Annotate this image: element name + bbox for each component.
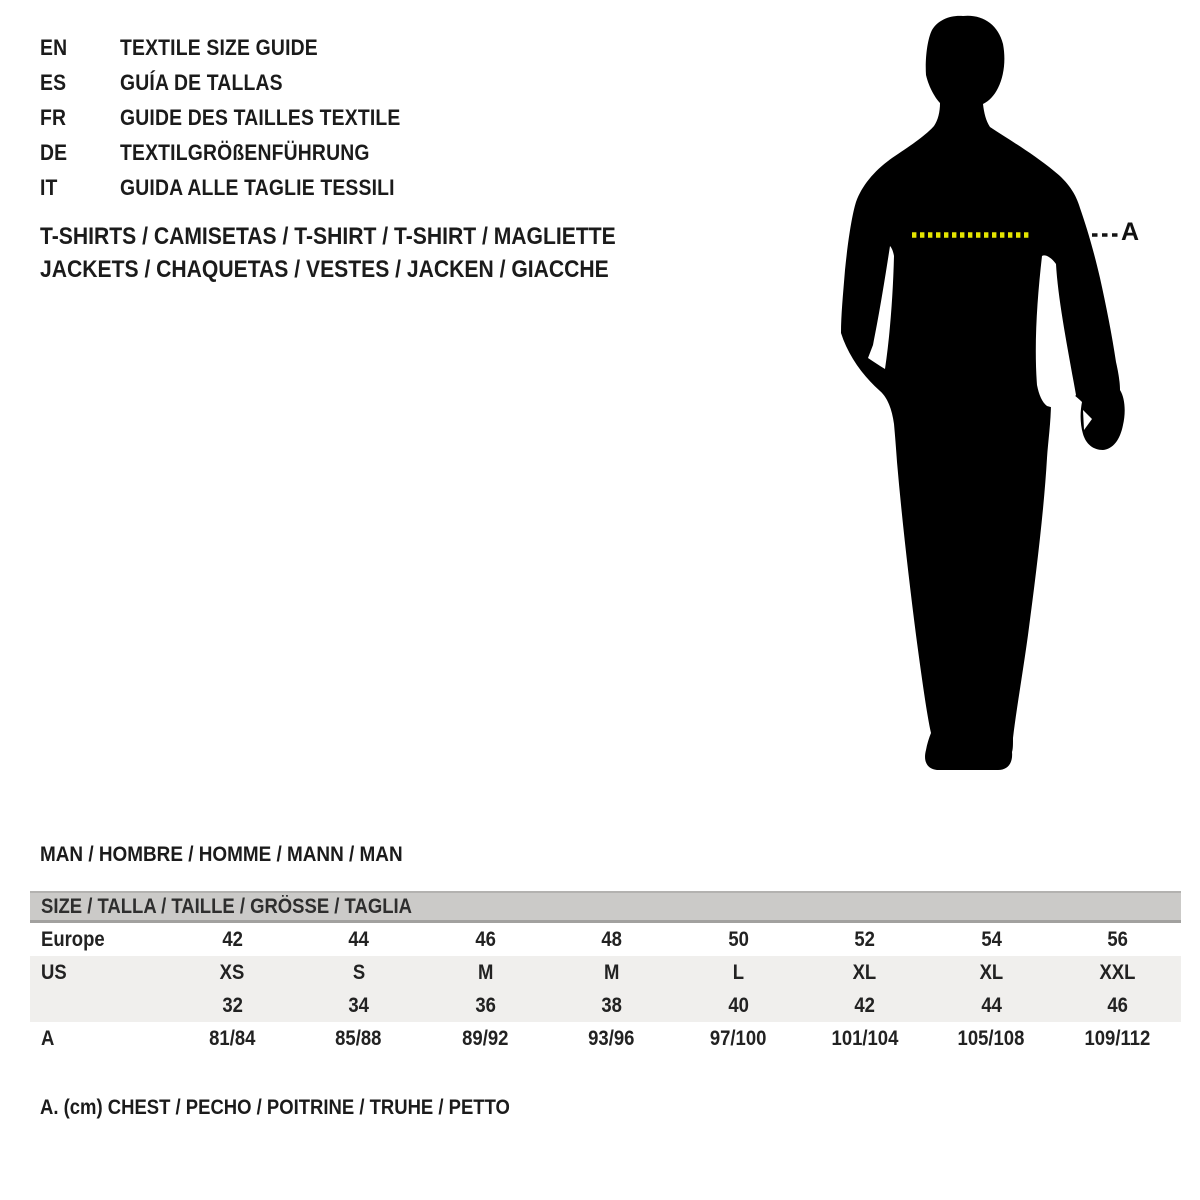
row-label-europe: Europe <box>41 927 105 951</box>
table-cell: 105/108 <box>957 1026 1025 1050</box>
measurement-label-a: A <box>1121 218 1140 246</box>
table-cell: XXL <box>1099 960 1136 984</box>
language-code-es: ES <box>40 69 67 95</box>
table-cell: 50 <box>727 927 749 951</box>
table-cell: 93/96 <box>588 1026 635 1050</box>
table-cell: 97/100 <box>709 1026 767 1050</box>
table-cell: 81/84 <box>209 1026 256 1050</box>
table-cell: M <box>604 960 620 984</box>
table-cell: 38 <box>601 993 623 1017</box>
language-title-es: GUÍA DE TALLAS <box>120 69 283 95</box>
table-row-numeric <box>30 989 1181 1022</box>
language-code-en: EN <box>40 34 68 60</box>
figure-area <box>830 0 1200 800</box>
language-code-de: DE <box>40 139 68 165</box>
section-title-man: MAN / HOMBRE / HOMME / MANN / MAN <box>40 842 403 866</box>
table-cell: 89/92 <box>462 1026 509 1050</box>
category-line-jackets: JACKETS / CHAQUETAS / VESTES / JACKEN / GIACCHE <box>40 255 609 283</box>
language-title-fr: GUIDE DES TAILLES TEXTILE <box>120 104 401 130</box>
table-cell: 44 <box>348 927 370 951</box>
table-cell: 46 <box>474 927 496 951</box>
table-cell: 52 <box>854 927 876 951</box>
table-cell: 54 <box>980 927 1002 951</box>
language-row-en <box>40 30 439 65</box>
man-silhouette-svg <box>830 0 1200 800</box>
table-cell: XL <box>852 960 877 984</box>
size-table-header: SIZE / TALLA / TAILLE / GRÖSSE / TAGLIA <box>30 891 1181 923</box>
table-cell: 40 <box>727 993 749 1017</box>
language-title-en: TEXTILE SIZE GUIDE <box>120 34 318 60</box>
table-cell: 36 <box>474 993 496 1017</box>
man-silhouette <box>841 16 1125 770</box>
category-line-tshirts: T-SHIRTS / CAMISETAS / T-SHIRT / T-SHIRT / MAGLIETTE <box>40 223 616 251</box>
language-row-it <box>40 170 439 205</box>
table-cell: 44 <box>980 993 1002 1017</box>
language-title-it: GUIDA ALLE TAGLIE TESSILI <box>120 174 395 200</box>
table-cell: 101/104 <box>831 1026 899 1050</box>
language-row-es <box>40 65 439 100</box>
language-title-list <box>40 30 439 205</box>
table-cell: 46 <box>1107 993 1129 1017</box>
language-row-de <box>40 135 439 170</box>
table-row-europe <box>30 923 1181 956</box>
row-label-us: US <box>41 960 67 984</box>
table-cell: M <box>477 960 493 984</box>
table-cell: XL <box>979 960 1004 984</box>
table-cell: 42 <box>221 927 243 951</box>
table-row-chest-a <box>30 1022 1181 1055</box>
table-cell: S <box>352 960 365 984</box>
table-cell: 34 <box>348 993 370 1017</box>
table-cell: 32 <box>221 993 243 1017</box>
language-code-it: IT <box>40 174 58 200</box>
product-categories <box>40 221 694 286</box>
table-cell: 109/112 <box>1084 1026 1151 1050</box>
table-cell: 85/88 <box>335 1026 382 1050</box>
measurement-footnote: A. (cm) CHEST / PECHO / POITRINE / TRUHE / PETTO <box>40 1096 510 1119</box>
language-row-fr <box>40 100 439 135</box>
table-cell: L <box>732 960 744 984</box>
table-cell: 42 <box>854 993 876 1017</box>
table-cell: XS <box>219 960 245 984</box>
table-cell: 56 <box>1107 927 1129 951</box>
size-table <box>30 891 1181 1055</box>
row-label-a: A <box>41 1026 55 1050</box>
language-code-fr: FR <box>40 104 67 130</box>
table-row-us <box>30 956 1181 989</box>
table-cell: 48 <box>601 927 623 951</box>
language-title-de: TEXTILGRÖßENFÜHRUNG <box>120 139 370 165</box>
